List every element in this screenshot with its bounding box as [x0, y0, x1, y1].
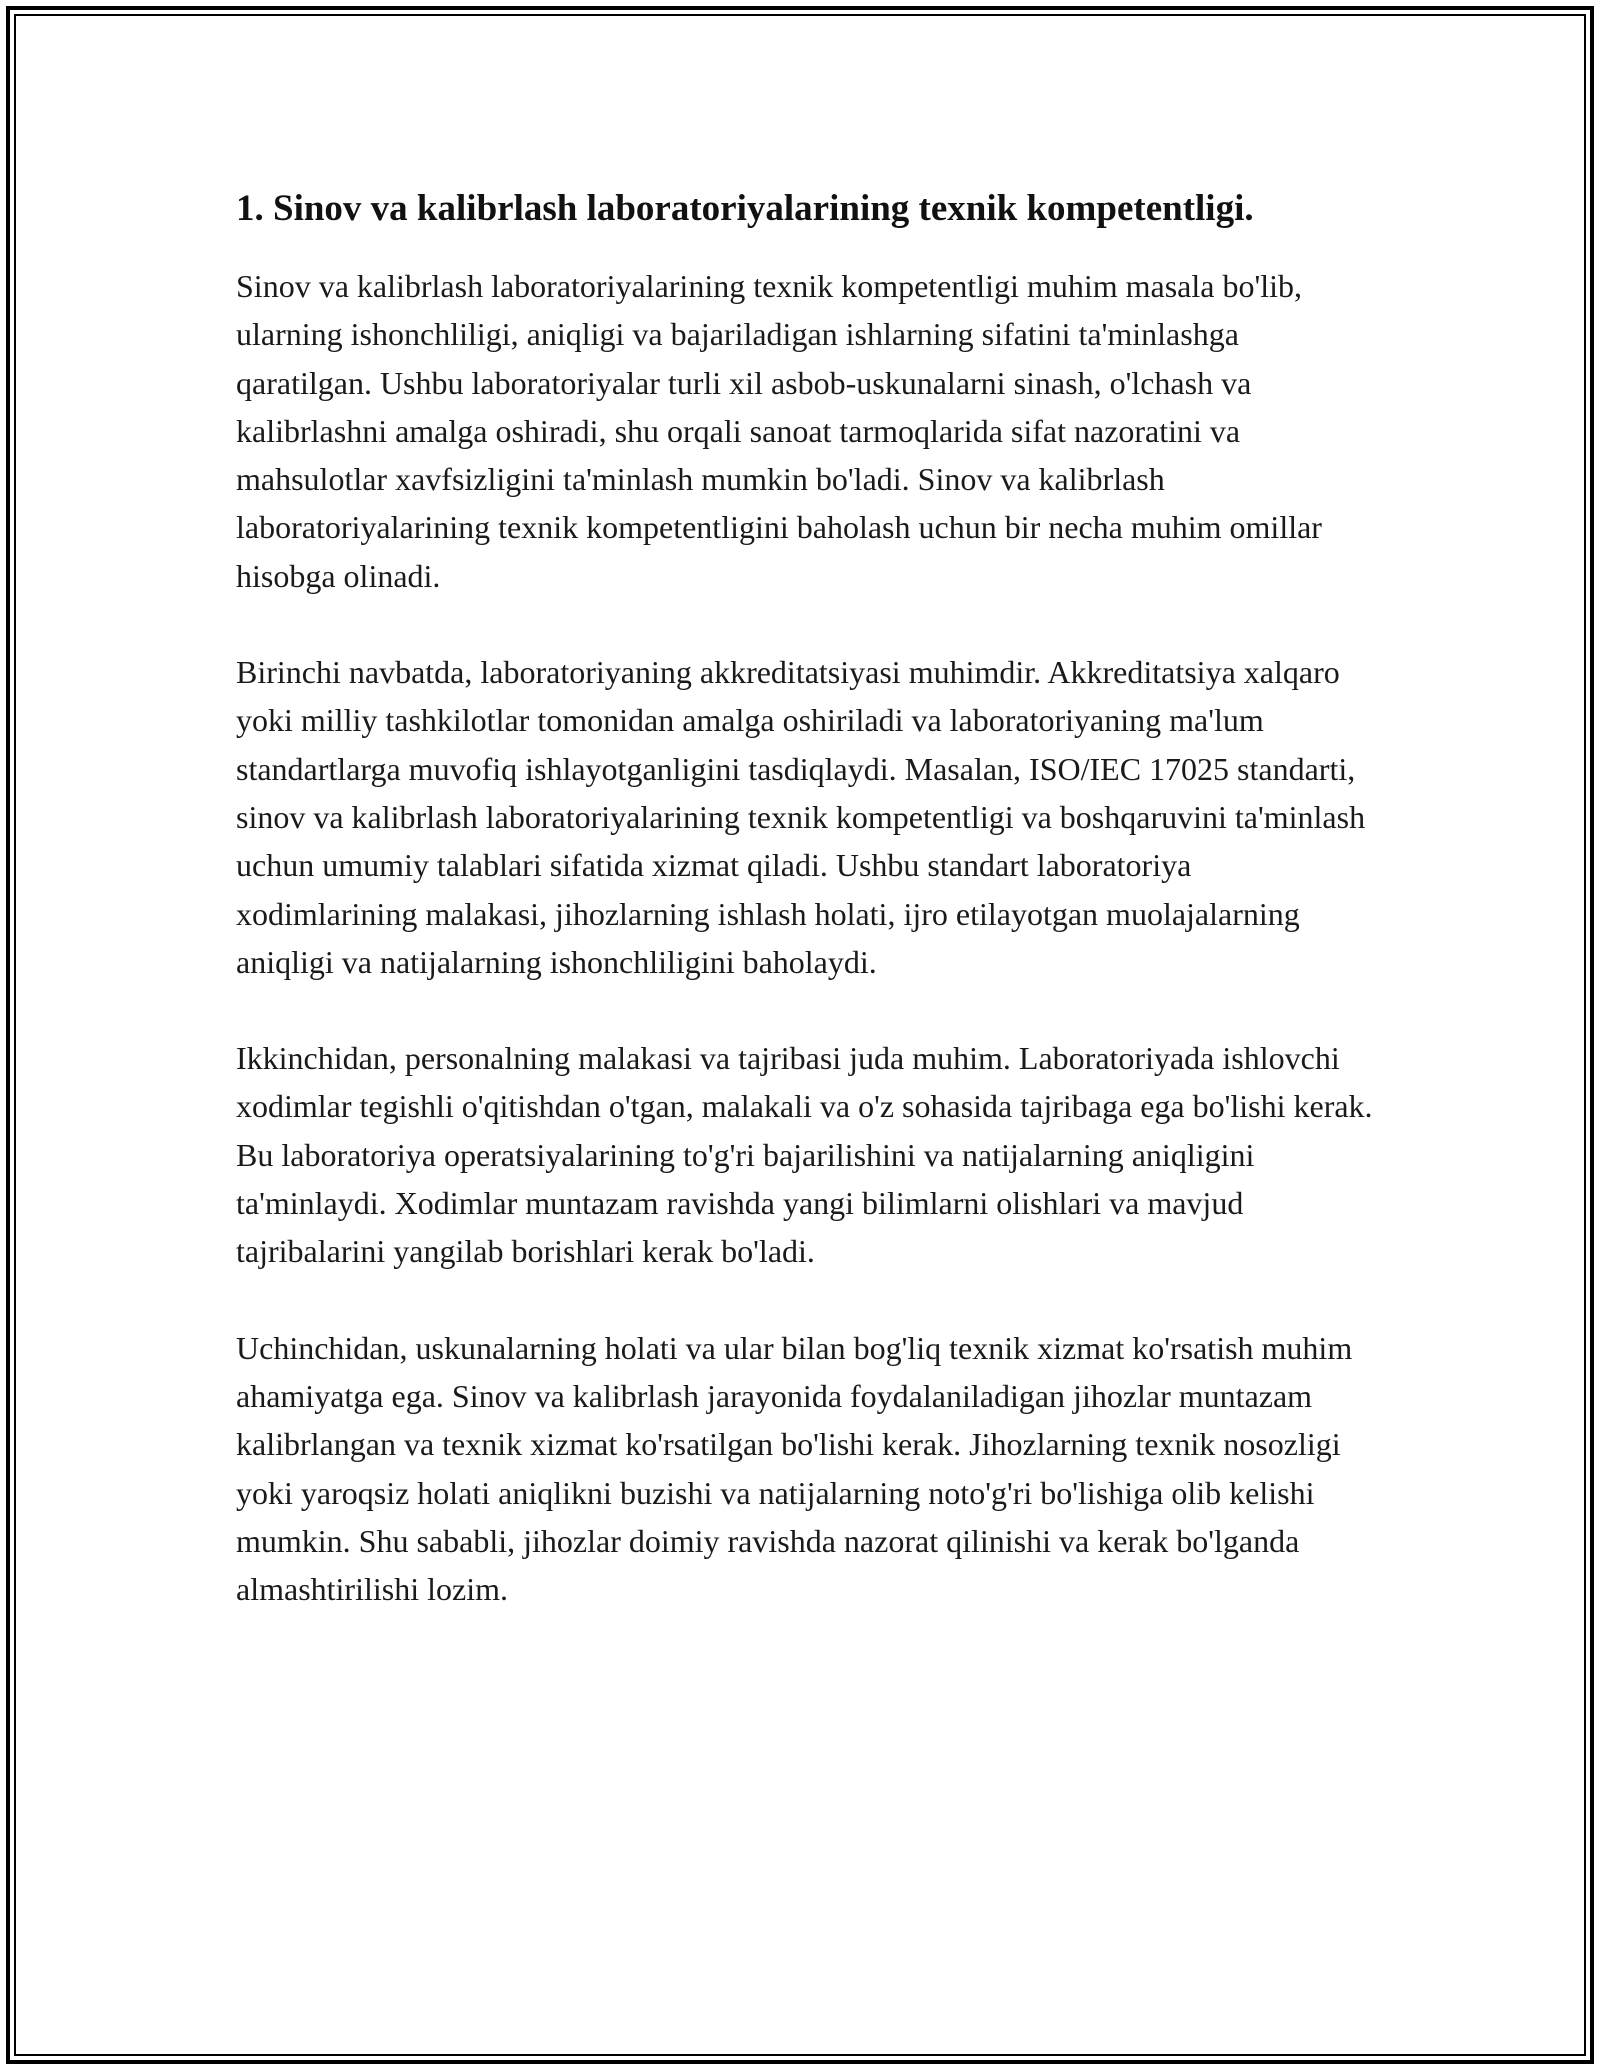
paragraph-accreditation: Birinchi navbatda, laboratoriyaning akkreditatsiyasi muhimdir. Akkreditatsiya xalqaro yoki milliy tashkilotlar tomonidan amalga oshiriladi va laboratoriyaning ma'lum standartlarga muvofiq ishlayotganligini tasdiqlaydi. Masalan, ISO/IEC 17025 standarti, sinov va kalibrlash laboratoriyalarining texnik kompetentligi va boshqaruvini ta'minlash uchun umumiy talablari sifatida xizmat qiladi. Ushbu standart laboratoriya xodimlarining malakasi, jihozlarning ishlash holati, ijro etilayotgan muolajalarning aniqligi va natijalarning ishonchliligini baholaydi. [236, 654, 1366, 980]
paragraph-equipment: Uchinchidan, uskunalarning holati va ular bilan bog'liq texnik xizmat ko'rsatish muhim ahamiyatga ega. Sinov va kalibrlash jarayonida foydalaniladigan jihozlar muntazam kalibrlangan va texnik xizmat ko'rsatilgan bo'lishi kerak. Jihozlarning texnik nosozligi yoki yaroqsiz holati aniqlikni buzishi va natijalarning noto'g'ri bo'lishiga olib kelishi mumkin. Shu sababli, jihozlar doimiy ravishda nazorat qilinishi va kerak bo'lganda almashtirilishi lozim. [236, 1329, 1353, 1608]
paragraph-personnel: Ikkinchidan, personalning malakasi va tajribasi juda muhim. Laboratoriyada ishlovchi xodimlar tegishli o'qitishdan o'tgan, malakali va o'z sohasida tajribaga ega bo'lishi kerak. Bu laboratoriya operatsiyalarining to'g'ri bajarilishini va natijalarning aniqligini ta'minlaydi. Xodimlar muntazam ravishda yangi bilimlarni olishlari va mavjud tajribalarini yangilab borishlari kerak bo'ladi. [236, 1040, 1373, 1270]
section-heading: 1. Sinov va kalibrlash laboratoriyalarining texnik kompetentligi. [236, 188, 1254, 229]
document-body [236, 186, 1376, 1661]
paragraph-intro: Sinov va kalibrlash laboratoriyalarining texnik kompetentligi muhim masala bo'lib, ularning ishonchliligi, aniqligi va bajariladigan ishlarning sifatini ta'minlashga qaratilgan. Ushbu laboratoriyalar turli xil asbob-uskunalarni sinash, o'lchash va kalibrlashni amalga oshiradi, shu orqali sanoat tarmoqlarida sifat nazoratini va mahsulotlar xavfsizligini ta'minlash mumkin bo'ladi. Sinov va kalibrlash laboratoriyalarining texnik kompetentligini baholash uchun bir necha muhim omillar hisobga olinadi. [236, 268, 1322, 594]
